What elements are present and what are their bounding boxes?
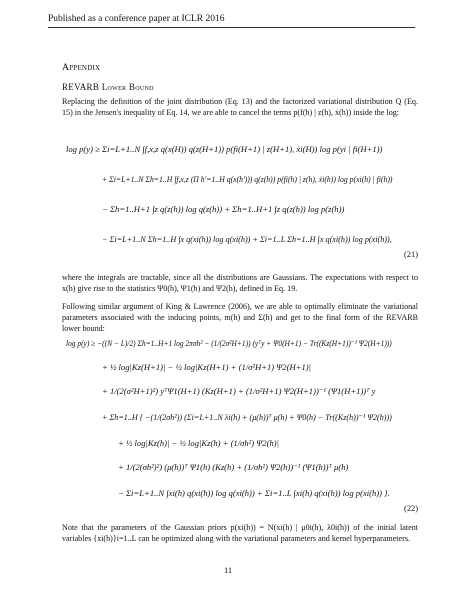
header-rule — [48, 27, 415, 28]
equation-22-line-5: + ½ log|Kz(h)| − ½ log|Kz(h) + (1/σh²) Ψ2(h)| — [118, 438, 279, 448]
paragraph-4: Note that the parameters of the Gaussian priors p(xi(h)) = N(xi(h) | μ0i(h), λ0i(h)) of the initial latent variables {xi(h)}i=1..L can be optimized along with the variational parameters and kernel hyperparameters. — [62, 523, 418, 544]
equation-22-line-6: + 1/(2(σh²)²) (μ(h))ᵀ Ψ1(h) (Kz(h) + (1/σh²) Ψ2(h))⁻¹ (Ψ1(h))ᵀ μ(h) — [118, 462, 349, 472]
equation-21-line-1: log p(y) ≥ Σi=L+1..N ∫f,x,z q(x(H)) q(z(H+1)) p(fi(H+1) | z(H+1), ẋi(H)) log p(yi | fi(H+1)) — [66, 144, 383, 154]
equation-22 — [62, 336, 418, 516]
equation-21-line-4: − Σi=L+1..N Σh=1..H ∫x q(xi(h)) log q(xi(h)) + Σi=1..L Σh=1..H ∫x q(xi(h)) log p(xi(h)), — [102, 234, 392, 244]
equation-22-line-2: + ½ log|Kz(H+1)| − ½ log|Kz(H+1) + (1/σ²H+1) Ψ2(H+1)| — [102, 362, 311, 372]
page-number: 11 — [224, 565, 233, 575]
equation-22-line-4: + Σh=1..H { −(1/(2σh²)) (Σi=L+1..N λi(h) + (μ(h))ᵀ μ(h) + Ψ0(h) − Tr((Kz(h))⁻¹ Ψ2(h))) — [102, 412, 392, 422]
paragraph-2: where the integrals are tractable, since all the distributions are Gaussians. The expectations with respect to x(h) give rise to the statistics Ψ0(h), Ψ1(h) and Ψ2(h), defined in Eq. 19. — [62, 273, 418, 294]
equation-21-line-2: + Σi=L+1..N Σh=1..H ∫f,x,z (Π h'=1..H q(x(h'))) q(z(h)) p(fi(h) | z(h), ẋi(h)) log p(xi(h) | fi(h)) — [102, 174, 393, 184]
running-header: Published as a conference paper at ICLR 2016 — [48, 14, 225, 24]
section-title: Appendix — [62, 62, 101, 73]
equation-21 — [62, 140, 418, 264]
equation-21-number: (21) — [404, 250, 418, 259]
paragraph-1: Replacing the definition of the joint distribution (Eq. 13) and the factorized variational distribution Q (Eq. 15) in the Jensen's inequality of Eq. 14, we are able to cancel the terms p(f(h) | z(h), ẋ(h)) inside the log: — [62, 97, 418, 118]
paragraph-3: Following similar argument of King & Lawrence (2006), we are able to optimally eliminate the variational parameters associated with the inducing points, m(h) and Σ(h) and get to the final form of the REVARB lower bound: — [62, 302, 418, 334]
equation-22-line-3: + 1/(2(σ²H+1)²) yᵀΨ1(H+1) (Kz(H+1) + (1/σ²H+1) Ψ2(H+1))⁻¹ (Ψ1(H+1))ᵀ y — [102, 386, 376, 396]
equation-22-line-1: log p(y) ≥ −((N − L)/2) Σh=1..H+1 log 2πσh² − (1/(2σ²H+1)) (yᵀy + Ψ0(H+1) − Tr((Kz(H+1))⁻¹ Ψ2(H+1))) — [66, 338, 392, 348]
subsection-title: REVARB Lower Bound — [62, 82, 154, 92]
equation-22-number: (22) — [404, 504, 418, 513]
equation-21-line-3: − Σh=1..H+1 ∫z q(z(h)) log q(z(h)) + Σh=1..H+1 ∫z q(z(h)) log p(z(h)) — [102, 204, 345, 214]
equation-22-line-7: − Σi=L+1..N ∫xi(h) q(xi(h)) log q(xi(h)) + Σi=1..L ∫xi(h) q(xi(h)) log p(xi(h)) }. — [118, 488, 390, 498]
